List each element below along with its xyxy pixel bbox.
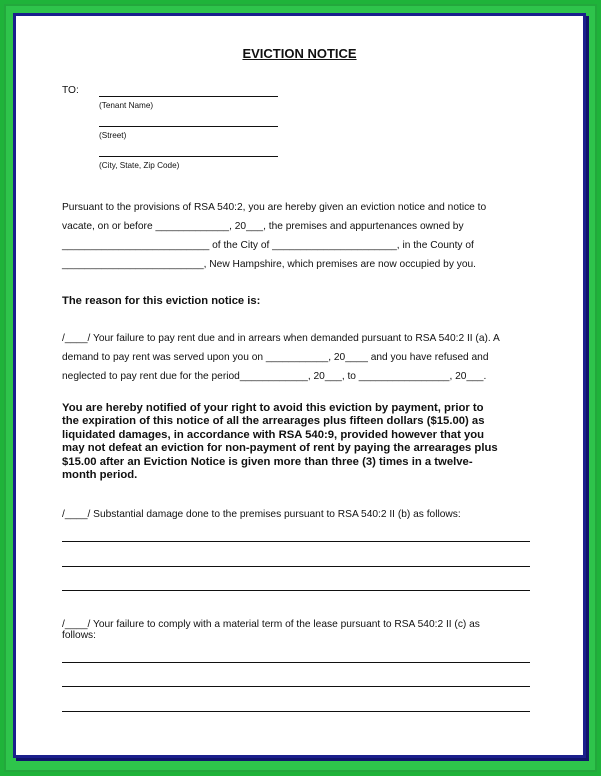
document-title: EVICTION NOTICE — [242, 46, 357, 61]
reason-c-answer-line[interactable] — [62, 711, 530, 712]
payment-notice-line: the expiration of this notice of all the arrearages plus fifteen dollars ($15.00) as — [62, 415, 485, 428]
payment-notice-line: may not defeat an eviction for non-payment of rent by paying the arrearages plus — [62, 442, 498, 455]
intro-line-4: _________________________, New Hampshire, which premises are now occupied by you. — [62, 259, 476, 270]
payment-notice-paragraph — [62, 402, 532, 482]
street-caption: (Street) — [99, 131, 127, 140]
reason-a-line-1: /____/ Your failure to pay rent due and in arrears when demanded pursuant to RSA 540:2 II (a). A — [62, 333, 500, 344]
street-line[interactable] — [99, 126, 278, 127]
reason-b-line-1: /____/ Substantial damage done to the premises pursuant to RSA 540:2 II (b) as follows: — [62, 509, 461, 520]
reason-b-answer-line[interactable] — [62, 541, 530, 542]
reason-c-line-1: /____/ Your failure to comply with a material term of the lease pursuant to RSA 540:2 II (c) as — [62, 619, 480, 630]
document-page — [13, 13, 586, 758]
reason-c-line-2: follows: — [62, 630, 96, 641]
reason-b-answer-line[interactable] — [62, 566, 530, 567]
tenant-name-caption: (Tenant Name) — [99, 101, 154, 110]
city-state-zip-line[interactable] — [99, 156, 278, 157]
reason-c-answer-line[interactable] — [62, 662, 530, 663]
reason-a-line-2: demand to pay rent was served upon you on ___________, 20____ and you have refused and — [62, 352, 489, 363]
city-state-zip-caption: (City, State, Zip Code) — [99, 161, 180, 170]
reason-heading: The reason for this eviction notice is: — [62, 295, 261, 307]
reason-b-answer-line[interactable] — [62, 590, 530, 591]
reason-a-line-3: neglected to pay rent due for the period____________, 20___, to ________________, 20___. — [62, 371, 487, 382]
payment-notice-line: liquidated damages, in accordance with RSA 540:9, provided however that you — [62, 428, 485, 441]
to-label: TO: — [62, 85, 79, 96]
tenant-name-line[interactable] — [99, 96, 278, 97]
intro-line-3: __________________________ of the City of ______________________, in the County of — [62, 240, 474, 251]
payment-notice-line: You are hereby notified of your right to avoid this eviction by payment, prior to — [62, 402, 484, 414]
payment-notice-line: month period. — [62, 469, 138, 482]
payment-notice-line: $15.00 after an Eviction Notice is given more than three (3) times in a twelve- — [62, 455, 473, 468]
reason-c-answer-line[interactable] — [62, 686, 530, 687]
intro-line-1: Pursuant to the provisions of RSA 540:2, you are hereby given an eviction notice and notice to — [62, 202, 487, 213]
intro-line-2: vacate, on or before _____________, 20___, the premises and appurtenances owned by — [62, 221, 464, 232]
